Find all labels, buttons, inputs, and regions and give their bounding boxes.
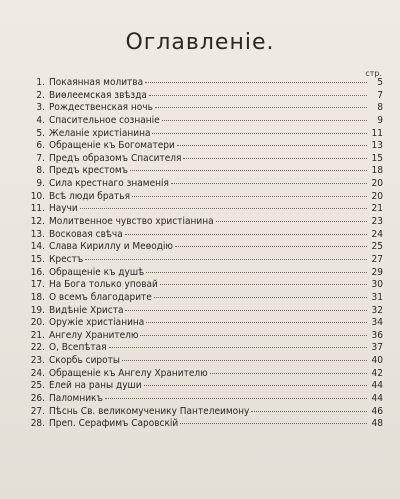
dot-leader xyxy=(80,208,367,209)
toc-entry-number: 1. xyxy=(36,77,45,88)
toc-entry-page: 25 xyxy=(371,241,383,253)
toc-entry-page: 5 xyxy=(377,77,383,88)
toc-entry-page: 21 xyxy=(371,203,383,215)
dot-leader xyxy=(109,347,367,348)
toc-entry xyxy=(25,102,383,115)
toc-entry-number: 9. xyxy=(36,178,45,190)
toc-entry-title: Восковая свѣча xyxy=(49,228,123,240)
toc-entry-title: Ангелу Хранителю xyxy=(49,329,139,341)
dot-leader xyxy=(144,385,367,386)
toc-entry-title: Обращеніе къ душѣ xyxy=(49,266,145,278)
toc-entry xyxy=(25,165,383,178)
toc-entry-title: Рождественская ночь xyxy=(49,102,153,114)
toc-entry-number: 16. xyxy=(30,266,45,278)
toc-entry xyxy=(25,279,383,292)
toc-entry xyxy=(25,330,383,343)
toc-entry-page: 34 xyxy=(371,317,383,329)
toc-entry xyxy=(25,355,383,368)
toc-entry-page: 44 xyxy=(371,380,383,392)
toc-entry-number: 4. xyxy=(36,114,45,126)
toc-entry-title: Пѣснь Св. великомученику Пантелеимону xyxy=(49,405,250,417)
toc-entry-number: 15. xyxy=(30,253,45,265)
toc-entry xyxy=(25,368,383,381)
toc-entry-number: 20. xyxy=(30,317,45,329)
toc-entry-page: 46 xyxy=(371,405,383,417)
toc-entry-title: Покаянная молитва xyxy=(49,77,144,88)
dot-leader xyxy=(149,95,367,96)
toc-entry-title: Всѣ люди братья xyxy=(49,190,130,202)
toc-entry-number: 8. xyxy=(36,165,45,177)
toc-entry-number: 23. xyxy=(30,355,45,367)
toc-entry xyxy=(25,380,383,393)
page-title: Оглавленіе. xyxy=(125,30,275,55)
toc-entry xyxy=(25,128,383,141)
toc-entry-title: О, Всепѣтая xyxy=(49,342,107,354)
toc-entry xyxy=(25,342,383,355)
dot-leader xyxy=(162,120,367,121)
toc-entry-page: 11 xyxy=(371,127,383,139)
dot-leader xyxy=(125,234,367,235)
toc-entry-page: 44 xyxy=(371,393,383,405)
dot-leader xyxy=(145,82,367,83)
toc-entry xyxy=(25,229,383,242)
toc-entry-number: 18. xyxy=(30,291,45,303)
toc-entry-page: 48 xyxy=(371,418,383,430)
toc-entry-title: Паломникъ xyxy=(49,393,103,405)
table-of-contents xyxy=(25,77,383,431)
toc-entry-number: 17. xyxy=(30,279,45,291)
toc-entry-title: Виөлеемская звѣзда xyxy=(49,89,147,101)
toc-entry xyxy=(25,305,383,318)
toc-entry-page: 13 xyxy=(371,140,383,152)
dot-leader xyxy=(125,310,367,311)
dot-leader xyxy=(152,133,367,134)
toc-entry-title: Видѣніе Христа xyxy=(49,304,124,316)
toc-entry-number: 13. xyxy=(30,228,45,240)
toc-entry xyxy=(25,153,383,166)
toc-entry-title: Обращеніе къ Ангелу Хранителю xyxy=(49,367,208,379)
dot-leader xyxy=(171,183,367,184)
toc-entry-number: 24. xyxy=(30,367,45,379)
toc-entry-page: 20 xyxy=(371,190,383,202)
dot-leader xyxy=(132,196,367,197)
toc-entry-page: 7 xyxy=(377,89,383,101)
toc-entry-number: 11. xyxy=(30,203,45,215)
toc-entry-page: 32 xyxy=(371,304,383,316)
dot-leader xyxy=(251,411,367,412)
toc-entry-number: 28. xyxy=(30,418,45,430)
dot-leader xyxy=(210,373,367,374)
toc-entry-page: 27 xyxy=(371,253,383,265)
toc-entry xyxy=(25,317,383,330)
toc-entry-title: Предъ образомъ Спасителя xyxy=(49,152,182,164)
toc-entry-title: Обращеніе къ Богоматери xyxy=(49,140,175,152)
toc-entry-number: 6. xyxy=(36,140,45,152)
toc-entry-number: 12. xyxy=(30,216,45,228)
toc-entry-title: О всемъ благодарите xyxy=(49,291,152,303)
toc-entry-page: 30 xyxy=(371,279,383,291)
dot-leader xyxy=(154,297,367,298)
toc-entry-number: 27. xyxy=(30,405,45,417)
toc-entry-number: 7. xyxy=(36,152,45,164)
toc-entry-number: 2. xyxy=(36,89,45,101)
dot-leader xyxy=(146,272,367,273)
dot-leader xyxy=(140,335,367,336)
toc-entry xyxy=(25,140,383,153)
toc-entry-title: Оружіе христіанина xyxy=(49,317,145,329)
toc-entry-page: 18 xyxy=(371,165,383,177)
toc-entry-page: 8 xyxy=(377,102,383,114)
toc-entry xyxy=(25,406,383,419)
toc-entry-title: Научи xyxy=(49,203,78,215)
dot-leader xyxy=(155,107,367,108)
toc-entry-number: 19. xyxy=(30,304,45,316)
toc-entry-page: 9 xyxy=(377,114,383,126)
toc-entry-page: 37 xyxy=(371,342,383,354)
toc-entry-page: 36 xyxy=(371,329,383,341)
toc-entry xyxy=(25,77,383,90)
toc-entry xyxy=(25,292,383,305)
dot-leader xyxy=(130,170,367,171)
dot-leader xyxy=(216,221,367,222)
toc-entry-page: 15 xyxy=(371,152,383,164)
dot-leader xyxy=(175,246,367,247)
toc-entry xyxy=(25,191,383,204)
toc-entry-number: 14. xyxy=(30,241,45,253)
dot-leader xyxy=(160,284,367,285)
toc-entry-page: 24 xyxy=(371,228,383,240)
dot-leader xyxy=(180,423,367,424)
dot-leader xyxy=(85,259,367,260)
toc-entry-title: Крестъ xyxy=(49,253,84,265)
toc-entry-page: 40 xyxy=(371,355,383,367)
toc-entry-page: 29 xyxy=(371,266,383,278)
toc-entry xyxy=(25,267,383,280)
dot-leader xyxy=(122,360,367,361)
toc-entry-title: Молитвенное чувство христіанина xyxy=(49,216,214,228)
toc-entry-page: 31 xyxy=(371,291,383,303)
toc-entry-title: Сила крестнаго знаменія xyxy=(49,178,169,190)
toc-entry xyxy=(25,115,383,128)
toc-entry xyxy=(25,418,383,431)
toc-entry xyxy=(25,393,383,406)
toc-entry xyxy=(25,178,383,191)
toc-entry-title: Елей на раны души xyxy=(49,380,142,392)
toc-entry-title: Преп. Серафимъ Саровскій xyxy=(49,418,179,430)
toc-entry-number: 5. xyxy=(36,127,45,139)
dot-leader xyxy=(105,398,367,399)
toc-entry-number: 22. xyxy=(30,342,45,354)
dot-leader xyxy=(146,322,367,323)
toc-entry-title: На Бога только уповай xyxy=(49,279,158,291)
toc-entry xyxy=(25,203,383,216)
toc-entry xyxy=(25,254,383,267)
toc-entry-page: 42 xyxy=(371,367,383,379)
dot-leader xyxy=(183,158,367,159)
toc-entry xyxy=(25,241,383,254)
toc-entry-page: 20 xyxy=(371,178,383,190)
toc-entry-number: 10. xyxy=(30,190,45,202)
toc-entry-title: Спасительное сознаніе xyxy=(49,114,160,126)
page-column-header: стр. xyxy=(365,69,382,78)
toc-entry-number: 21. xyxy=(30,329,45,341)
toc-entry-number: 3. xyxy=(36,102,45,114)
dot-leader xyxy=(177,145,367,146)
toc-entry-title: Желаніе христіанина xyxy=(49,127,151,139)
toc-entry-page: 23 xyxy=(371,216,383,228)
toc-entry-number: 26. xyxy=(30,393,45,405)
toc-entry-title: Скорбь сироты xyxy=(49,355,120,367)
toc-entry-title: Предъ крестомъ xyxy=(49,165,128,177)
toc-entry xyxy=(25,90,383,103)
toc-entry-number: 25. xyxy=(30,380,45,392)
toc-entry xyxy=(25,216,383,229)
toc-entry-title: Слава Кириллу и Меөодію xyxy=(49,241,173,253)
